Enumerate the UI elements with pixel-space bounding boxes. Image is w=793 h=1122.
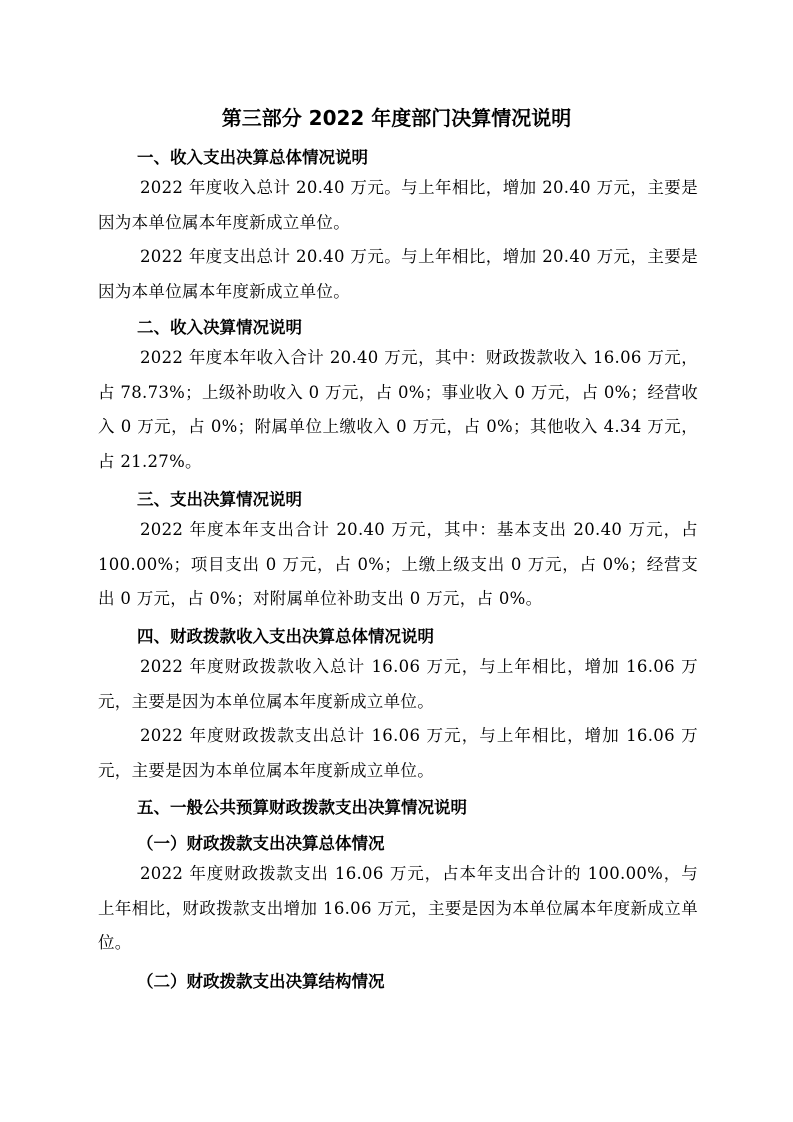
body-paragraph: 2022 年度财政拨款收入总计 16.06 万元，与上年相比，增加 16.06 万元，主要是因为本单位属本年度新成立单位。	[98, 657, 698, 711]
body-paragraph: 2022 年度财政拨款支出总计 16.06 万元，与上年相比，增加 16.06 万元，主要是因为本单位属本年度新成立单位。	[98, 726, 698, 780]
body-paragraph: 2022 年度财政拨款支出 16.06 万元，占本年支出合计的 100.00%，与上年相比，财政拨款支出增加 16.06 万元，主要是因为本单位属本年度新成立单位。	[98, 864, 698, 952]
subsection-heading: （二）财政拨款支出决算结构情况	[137, 972, 385, 991]
document-title: 第三部分 2022 年度部门决算情况说明	[221, 106, 572, 130]
body-paragraph: 2022 年度支出总计 20.40 万元。与上年相比，增加 20.40 万元，主要是因为本单位属本年度新成立单位。	[98, 247, 698, 301]
subsection-heading: （一）财政拨款支出决算总体情况	[137, 834, 385, 853]
section-heading: 一、收入支出决算总体情况说明	[137, 148, 368, 167]
section-heading: 五、一般公共预算财政拨款支出决算情况说明	[137, 798, 467, 817]
body-paragraph: 2022 年度本年收入合计 20.40 万元，其中：财政拨款收入 16.06 万元，占 78.73%；上级补助收入 0 万元，占 0%；事业收入 0 万元，占 0%；经营收入 0 万元，占 0%；附属单位上缴收入 0 万元，占 0%；其他收入 4.34 万元，占 21.27%。	[98, 348, 698, 471]
body-paragraph: 2022 年度收入总计 20.40 万元。与上年相比，增加 20.40 万元，主要是因为本单位属本年度新成立单位。	[98, 178, 698, 232]
section-heading: 四、财政拨款收入支出决算总体情况说明	[137, 627, 434, 646]
section-heading: 二、收入决算情况说明	[137, 318, 302, 337]
section-heading: 三、支出决算情况说明	[137, 490, 302, 509]
body-paragraph: 2022 年度本年支出合计 20.40 万元，其中：基本支出 20.40 万元，占 100.00%；项目支出 0 万元，占 0%；上缴上级支出 0 万元，占 0%；经营支出 0 万元，占 0%；对附属单位补助支出 0 万元，占 0%。	[98, 520, 698, 608]
